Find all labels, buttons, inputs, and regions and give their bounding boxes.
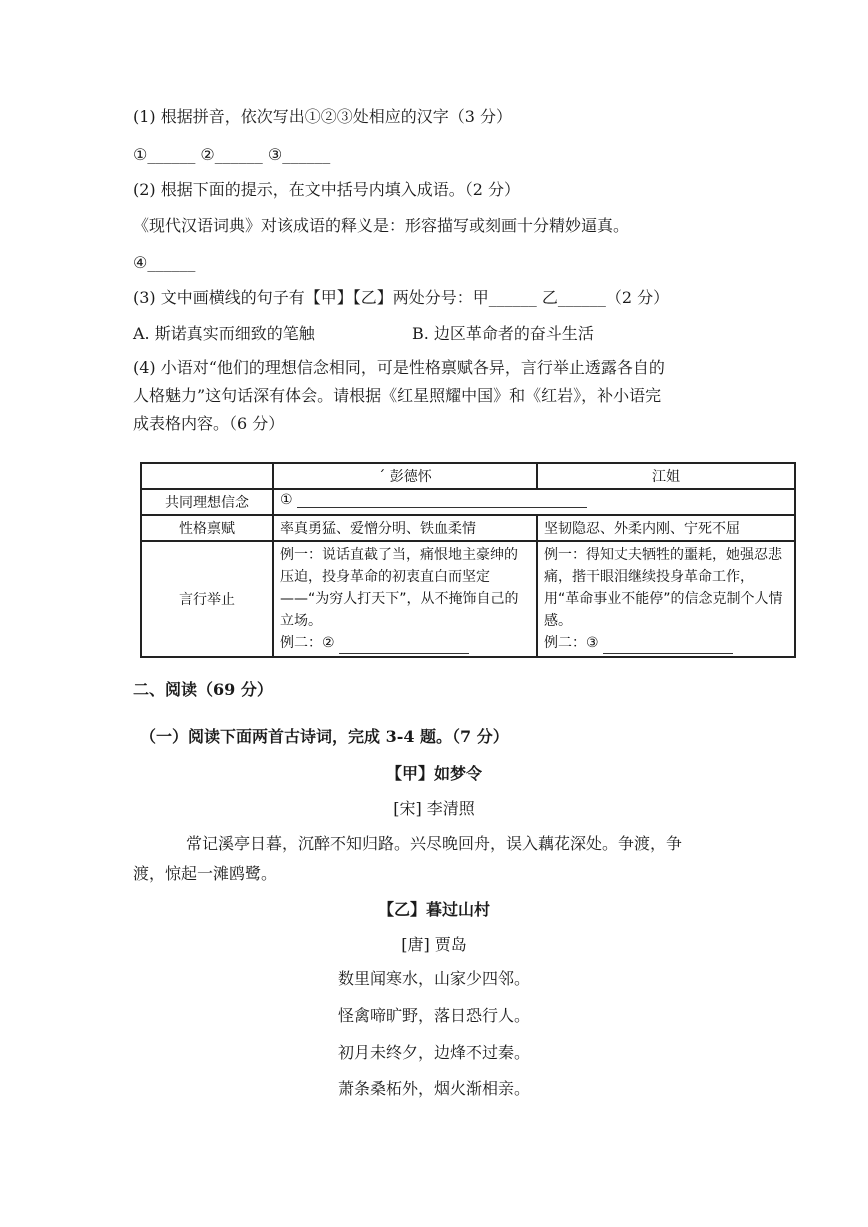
poem-2-line-3: 初月未终夕，边烽不过秦。	[337, 1043, 530, 1062]
blank-1-marker: ①	[280, 492, 293, 508]
poem-1-title: 【甲】如梦令	[385, 764, 482, 783]
conduct-jiang-example-2	[544, 632, 788, 654]
section-2-heading: 二、阅读（69 分）	[133, 680, 273, 699]
blank-2-marker: 例二：②	[280, 635, 335, 651]
q3-option-b: B. 边区革命者的奋斗生活	[412, 324, 594, 343]
blank-1-line	[297, 507, 587, 508]
conduct-peng-example-1: 例一：说话直截了当，痛恨地主豪绅的压迫，投身革命的初衷直白而坚定——“为穷人打天下”，从不掩饰自己的立场。	[280, 547, 519, 629]
q1-blanks: ①______ ②______ ③______	[133, 145, 331, 164]
poem-1-author: [宋] 李清照	[393, 799, 475, 818]
row-ideal-value	[273, 489, 795, 515]
q2-blank: ④______	[133, 253, 196, 272]
poem-2-author: [唐] 贾岛	[401, 935, 467, 954]
conduct-peng-example-2	[280, 632, 530, 654]
conduct-jiang	[537, 541, 795, 657]
row-label-conduct: 言行举止	[141, 541, 273, 657]
poem-2-line-2: 怪禽啼旷野，落日恐行人。	[337, 1006, 530, 1025]
temperament-peng: 率真勇猛、爱憎分明、铁血柔情	[273, 515, 537, 541]
row-label-temperament: 性格禀赋	[141, 515, 273, 541]
row-label-ideal: 共同理想信念	[141, 489, 273, 515]
poem-2-title: 【乙】暮过山村	[377, 900, 490, 919]
header-peng-dehuai: ´ 彭德怀	[273, 463, 537, 489]
character-table	[140, 462, 796, 658]
poem-1-line-2: 渡，惊起一滩鸥鹭。	[133, 864, 278, 883]
blank-3-marker: 例二：③	[544, 635, 599, 651]
header-jiang-jie: 江姐	[537, 463, 795, 489]
q2-hint: 《现代汉语词典》对该成语的释义是：形容描写或刻画十分精妙逼真。	[133, 216, 630, 235]
table-corner	[141, 463, 273, 489]
q4-line-1: (4) 小语对“他们的理想信念相同，可是性格禀赋各异，言行举止透露各自的	[133, 358, 665, 377]
q4-line-2: 人格魅力”这句话深有体会。请根据《红星照耀中国》和《红岩》，补小语完	[133, 386, 662, 405]
q4-line-3: 成表格内容。（6 分）	[133, 414, 285, 433]
poem-2-line-4: 萧条桑柘外，烟火渐相亲。	[337, 1079, 530, 1098]
q3-option-a: A. 斯诺真实而细致的笔触	[133, 324, 315, 343]
temperament-jiang: 坚韧隐忍、外柔内刚、宁死不屈	[537, 515, 795, 541]
section-2-subheading: （一）阅读下面两首古诗词，完成 3-4 题。（7 分）	[140, 727, 509, 746]
blank-3-line	[603, 653, 733, 654]
blank-2-line	[339, 653, 469, 654]
q2-prompt: (2) 根据下面的提示，在文中括号内填入成语。（2 分）	[133, 180, 521, 199]
poem-2-line-1: 数里闻寒水，山家少四邻。	[337, 969, 530, 988]
conduct-peng	[273, 541, 537, 657]
q3-prompt: (3) 文中画横线的句子有【甲】【乙】两处分号：甲______ 乙______（2 分）	[133, 288, 670, 307]
poem-1-line-1: 常记溪亭日暮，沉醉不知归路。兴尽晚回舟，误入藕花深处。争渡，争	[186, 834, 683, 853]
q1-prompt: (1) 根据拼音，依次写出①②③处相应的汉字（3 分）	[133, 107, 513, 126]
conduct-jiang-example-1: 例一：得知丈夫牺牲的噩耗，她强忍悲痛，揩干眼泪继续投身革命工作，用“革命事业不能停”的信念克制个人情感。	[544, 547, 783, 629]
